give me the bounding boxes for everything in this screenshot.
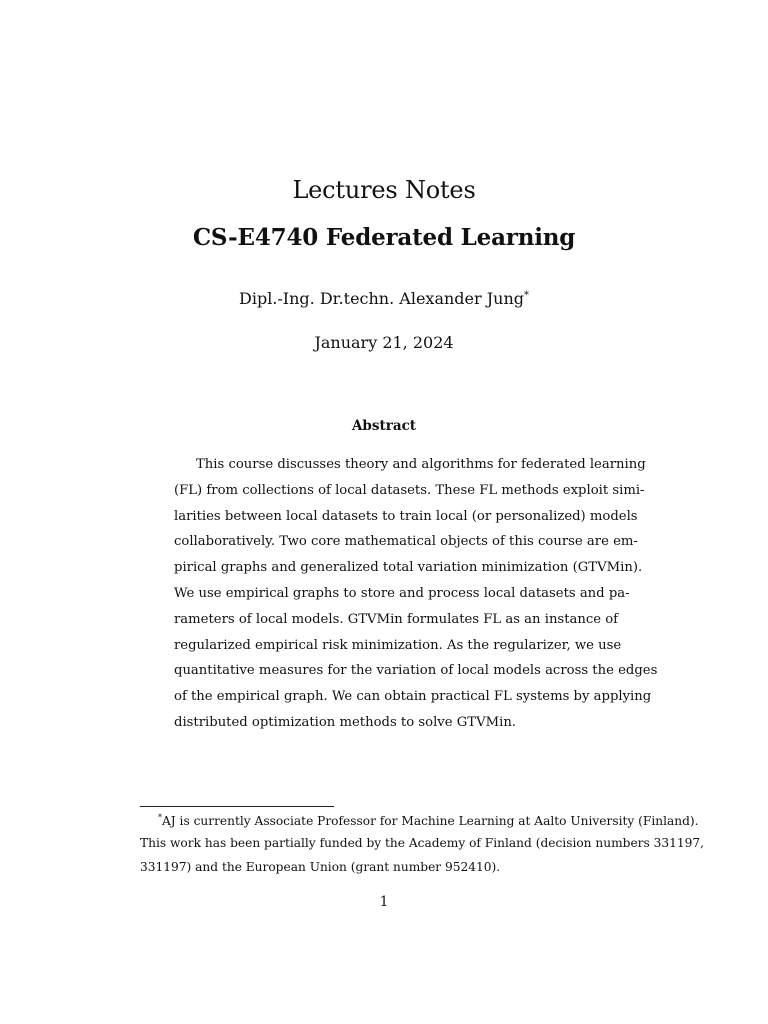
document-title: CS-E4740 Federated Learning	[192, 224, 576, 251]
abstract-line: We use empirical graphs to store and process local datasets and pa-	[174, 585, 630, 601]
abstract-line: collaboratively. Two core mathematical objects of this course are em-	[174, 534, 638, 550]
abstract-heading: Abstract	[351, 418, 417, 434]
page-number: 1	[379, 894, 389, 910]
document-date: January 21, 2024	[314, 333, 454, 352]
abstract-body	[174, 452, 658, 736]
author-line	[0, 289, 768, 308]
footnote-line	[140, 806, 699, 831]
footnote-line: This work has been partially funded by the Academy of Finland (decision numbers 331197,	[140, 835, 705, 850]
footnote-line: 331197) and the European Union (grant number 952410).	[140, 860, 501, 874]
footnote-line-text: AJ is currently Associate Professor for Machine Learning at Aalto University (Finland).	[162, 814, 699, 828]
footnote	[140, 806, 705, 880]
abstract-line: regularized empirical risk minimization. As the regularizer, we use	[174, 637, 622, 653]
abstract-line: This course discusses theory and algorithms for federated learning	[196, 457, 646, 472]
author-footnote-mark: *	[524, 290, 529, 301]
abstract-line: pirical graphs and generalized total variation minimization (GTVMin).	[174, 560, 643, 576]
abstract-line: of the empirical graph. We can obtain practical FL systems by applying	[174, 689, 652, 705]
abstract-line: larities between local datasets to train local (or personalized) models	[174, 508, 638, 524]
document-subtitle: Lectures Notes	[292, 176, 476, 204]
footnote-mark: *	[158, 813, 162, 822]
author-name: Dipl.-Ing. Dr.techn. Alexander Jung	[239, 289, 524, 308]
abstract-line: (FL) from collections of local datasets. These FL methods exploit simi-	[174, 482, 645, 498]
abstract-line: rameters of local models. GTVMin formulates FL as an instance of	[174, 611, 619, 627]
abstract-line: distributed optimization methods to solve GTVMin.	[174, 714, 516, 730]
abstract-line: quantitative measures for the variation of local models across the edges	[174, 663, 658, 679]
